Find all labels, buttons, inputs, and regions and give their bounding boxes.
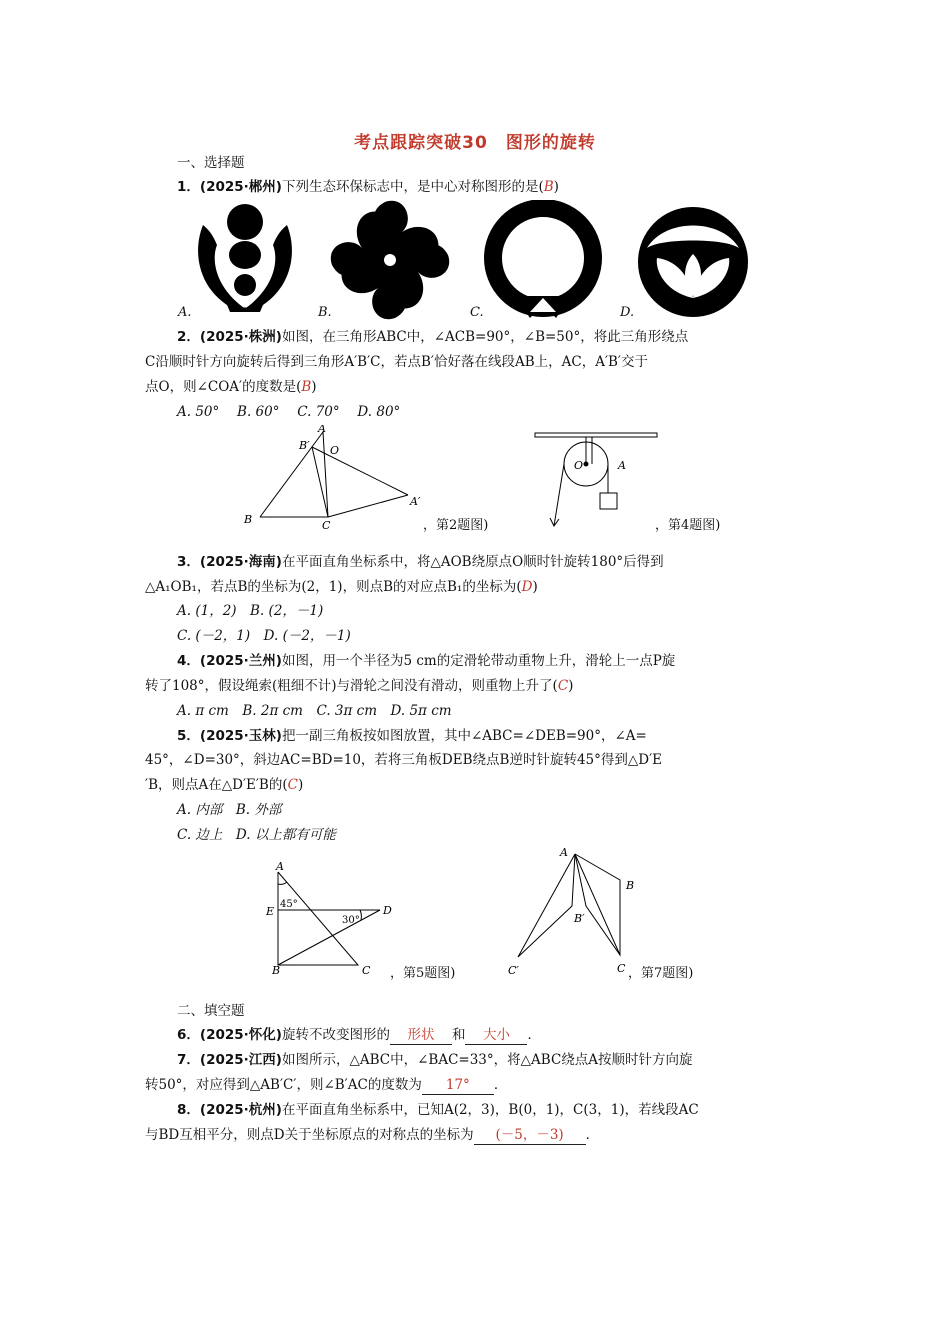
figure-q4 (530, 428, 665, 533)
fig7-label-a: A (560, 846, 568, 859)
emblem-c-image (493, 208, 593, 318)
answer-blank-2: 大小 (465, 1027, 527, 1045)
question-7: 7．(2025·江西)如图所示，△ABC中，∠BAC=33°，将△ABC绕点A按顺时针方向旋 (177, 1052, 693, 1068)
question-7-line2: 转50°，对应得到△AB′C′，则∠B′AC的度数为 17° ． (145, 1077, 508, 1093)
figure-q5 (260, 862, 400, 977)
fig4-caption: ，第4题图) (655, 518, 721, 533)
fig7-label-b: B (626, 879, 635, 892)
answer: B (543, 179, 554, 195)
fig7-caption: ，第7题图) (628, 966, 694, 981)
figure-q7 (500, 842, 645, 977)
answer-blank: 17° (422, 1077, 494, 1095)
question-number: 1． (177, 179, 200, 195)
figure-q2 (238, 425, 438, 535)
fig5-label-c: C (362, 964, 371, 977)
fig4-label-o: O (574, 459, 584, 472)
question-8: 8．(2025·杭州)在平面直角坐标系中，已知A(2，3)，B(0，1)，C(3，1)，若线段AC (177, 1102, 699, 1118)
question-5-line2: 45°，∠D=30°，斜边AC=BD=10，若将三角板DEB绕点B逆时针旋转45°得到△D′E (145, 752, 663, 768)
question-source: (2025·郴州) (199, 179, 282, 195)
answer-blank-1: 形状 (390, 1027, 452, 1045)
fig2-label-a-prime: A′ (410, 495, 421, 508)
question-2-line3: 点O，则∠COA′的度数是(B) (145, 379, 317, 395)
question-8-line2: 与BD互相平分，则点D关于坐标原点的对称点的坐标为 (－5，－3) ． (145, 1127, 600, 1143)
question-3-options-1: A. (1，2) B. (2，－1) (177, 603, 324, 619)
section-choice-heading: 一、选择题 (177, 155, 245, 171)
page-title: 考点跟踪突破30 图形的旋转 (354, 133, 596, 153)
q1-option-d: D. (620, 305, 635, 320)
question-5-options-1: A. 内部 B. 外部 (177, 802, 282, 818)
fig2-label-o: O (330, 444, 340, 457)
answer: C (287, 777, 298, 793)
fig5-angle-45: 45° (280, 899, 298, 910)
question-2-options: A. 50° B. 60° C. 70° D. 80° (177, 404, 401, 420)
fig5-label-b: B (272, 964, 281, 977)
fig4-label-a: A (618, 459, 626, 472)
fig5-label-e: E (266, 905, 275, 918)
emblem-d-image (638, 207, 748, 317)
fig7-label-c: C (617, 962, 626, 975)
question-text: 下列生态环保标志中，是中心对称图形的是( (281, 179, 544, 195)
answer-blank: (－5，－3) (474, 1127, 586, 1145)
answer: C (557, 678, 569, 694)
q1-option-a: A. (178, 305, 192, 320)
fig7-label-c-prime: C′ (508, 964, 519, 977)
question-6: 6．(2025·怀化)旋转不改变图形的 形状 和 大小 ． (177, 1027, 541, 1043)
q1-option-c: C. (470, 305, 484, 320)
question-3-line2: △A₁OB₁，若点B的坐标为(2，1)，则点B的对应点B₁的坐标为(D) (145, 579, 538, 595)
question-5-options-2: C. 边上 D. 以上都有可能 (177, 827, 336, 843)
fig7-label-b-prime: B′ (574, 912, 585, 925)
section-fill-heading: 二、填空题 (177, 1003, 245, 1019)
question-3-options-2: C. (－2，1) D. (－2，－1) (177, 628, 351, 644)
question-5-line3: ′B，则点A在△D′E′B的(C) (145, 777, 304, 793)
fig5-label-d: D (383, 904, 392, 917)
fig2-label-b-prime: B′ (299, 439, 310, 452)
fig2-label-b: B (244, 513, 253, 526)
fig2-label-a: A (318, 425, 326, 435)
question-5: 5．(2025·玉林)把一副三角板按如图放置，其中∠ABC=∠DEB=90°，∠A= (177, 728, 647, 744)
question-3: 3．(2025·海南)在平面直角坐标系中，将△AOB绕原点O顺时针旋转180°后得到 (177, 554, 664, 570)
emblem-b-image (331, 201, 449, 319)
emblem-a-image (198, 204, 292, 312)
fig2-label-c: C (322, 519, 331, 532)
question-1: 1．(2025·郴州)下列生态环保标志中，是中心对称图形的是(B) (177, 179, 559, 195)
answer: D (521, 579, 533, 595)
fig5-caption: ，第5题图) (390, 966, 456, 981)
question-4: 4．(2025·兰州)如图，用一个半径为5 cm的定滑轮带动重物上升，滑轮上一点P旋 (177, 653, 676, 669)
question-4-line2: 转了108°，假设绳索(粗细不计)与滑轮之间没有滑动，则重物上升了(C) (145, 678, 574, 694)
question-4-options: A. π cm B. 2π cm C. 3π cm D. 5π cm (177, 703, 452, 719)
answer: B (301, 379, 312, 395)
q1-option-b: B. (318, 305, 332, 320)
question-2: 2．(2025·株洲)如图，在三角形ABC中，∠ACB=90°，∠B=50°，将此三角形绕点 (177, 329, 689, 345)
question-2-line2: C沿顺时针方向旋转后得到三角形A′B′C，若点B′恰好落在线段AB上，AC，A′B′交于 (145, 354, 648, 370)
fig5-angle-30: 30° (342, 915, 360, 926)
fig2-caption: ，第2题图) (423, 518, 489, 533)
fig5-label-a: A (276, 862, 284, 873)
